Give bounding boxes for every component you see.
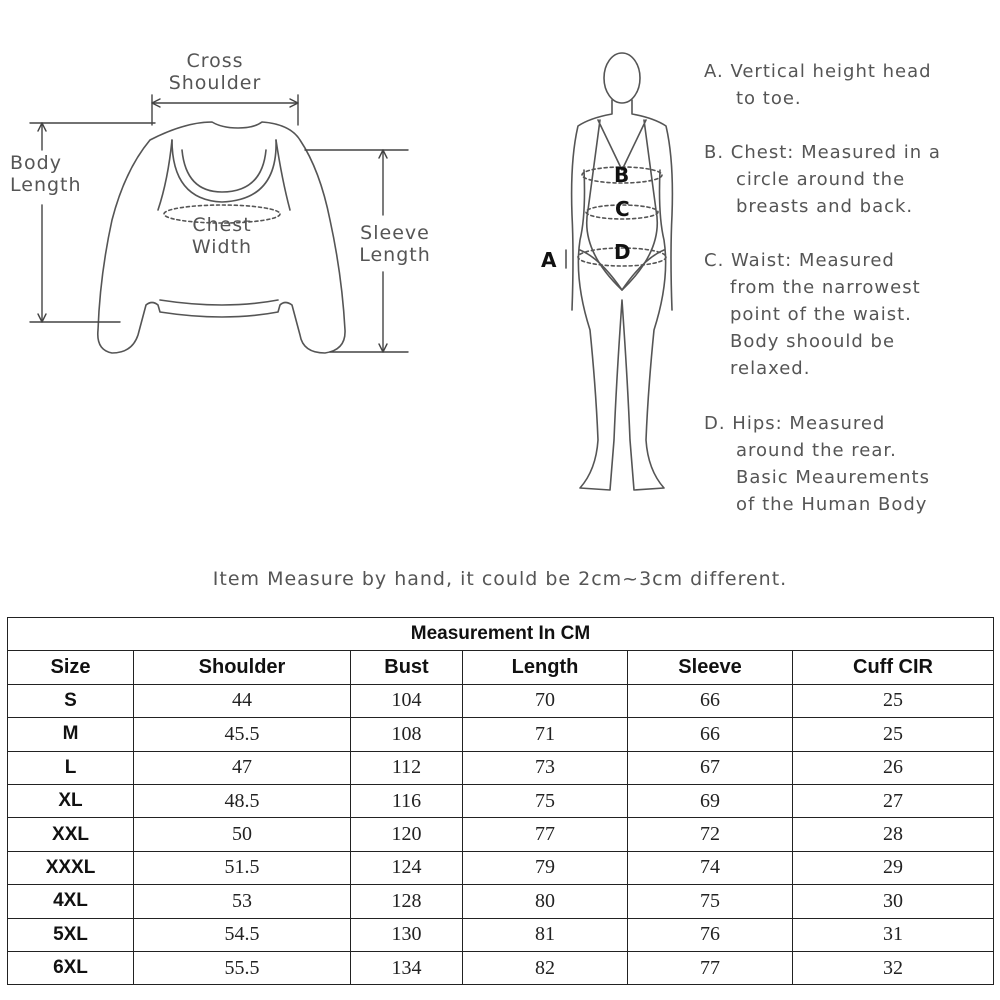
legend-d-line2: around the rear. <box>736 440 897 461</box>
value-cell: 108 <box>351 718 463 751</box>
legend-b-line3: breasts and back. <box>736 196 914 217</box>
value-cell: 130 <box>351 918 463 951</box>
value-cell: 70 <box>463 684 628 717</box>
body-length-line2: Length <box>10 174 82 196</box>
value-cell: 47 <box>134 751 351 784</box>
value-cell: 67 <box>628 751 793 784</box>
value-cell: 77 <box>628 951 793 984</box>
value-cell: 45.5 <box>134 718 351 751</box>
cross-shoulder-line2: Shoulder <box>168 72 262 94</box>
value-cell: 80 <box>463 885 628 918</box>
table-row <box>8 684 994 717</box>
value-cell: 75 <box>463 784 628 817</box>
letter-d: D <box>614 240 631 264</box>
size-chart-table <box>7 617 994 985</box>
table-row <box>8 851 994 884</box>
table-row <box>8 951 994 984</box>
legend-b-line1: B. Chest: Measured in a <box>704 142 941 163</box>
header-size: Size <box>8 651 134 684</box>
value-cell: 51.5 <box>134 851 351 884</box>
size-cell: XXL <box>8 818 134 851</box>
cross-shoulder-line1: Cross <box>186 50 244 72</box>
value-cell: 116 <box>351 784 463 817</box>
value-cell: 134 <box>351 951 463 984</box>
legend-c <box>704 247 994 382</box>
size-cell: S <box>8 684 134 717</box>
size-cell: XL <box>8 784 134 817</box>
value-cell: 29 <box>793 851 994 884</box>
size-cell: L <box>8 751 134 784</box>
value-cell: 79 <box>463 851 628 884</box>
letter-b: B <box>614 163 630 187</box>
table-row <box>8 818 994 851</box>
value-cell: 31 <box>793 918 994 951</box>
letter-a: A <box>541 248 557 272</box>
value-cell: 112 <box>351 751 463 784</box>
header-cuff-cir: Cuff CIR <box>793 651 994 684</box>
table-row <box>8 784 994 817</box>
value-cell: 32 <box>793 951 994 984</box>
sleeve-length-label <box>345 222 445 266</box>
value-cell: 73 <box>463 751 628 784</box>
legend-a <box>704 58 994 112</box>
legend-c-line2: from the narrowest <box>730 277 921 298</box>
value-cell: 28 <box>793 818 994 851</box>
value-cell: 44 <box>134 684 351 717</box>
sleeve-length-line2: Length <box>359 244 431 266</box>
value-cell: 25 <box>793 684 994 717</box>
legend-a-line2: to toe. <box>736 88 802 109</box>
value-cell: 82 <box>463 951 628 984</box>
size-cell: XXXL <box>8 851 134 884</box>
legend-c-line1: C. Waist: Measured <box>704 250 895 271</box>
table-row <box>8 918 994 951</box>
table-row <box>8 718 994 751</box>
value-cell: 50 <box>134 818 351 851</box>
table-row <box>8 885 994 918</box>
chest-width-label <box>172 214 272 258</box>
value-cell: 66 <box>628 684 793 717</box>
legend-d-line1: D. Hips: Measured <box>704 413 886 434</box>
sleeve-length-line1: Sleeve <box>360 222 430 244</box>
legend-b <box>704 139 994 220</box>
header-length: Length <box>463 651 628 684</box>
value-cell: 66 <box>628 718 793 751</box>
table-title: Measurement In CM <box>8 618 994 651</box>
value-cell: 72 <box>628 818 793 851</box>
chest-width-line2: Width <box>191 236 253 258</box>
size-cell: 4XL <box>8 885 134 918</box>
value-cell: 75 <box>628 885 793 918</box>
value-cell: 104 <box>351 684 463 717</box>
value-cell: 74 <box>628 851 793 884</box>
table-body <box>8 684 994 985</box>
value-cell: 81 <box>463 918 628 951</box>
value-cell: 25 <box>793 718 994 751</box>
value-cell: 77 <box>463 818 628 851</box>
chest-width-line1: Chest <box>192 214 252 236</box>
size-cell: 5XL <box>8 918 134 951</box>
value-cell: 55.5 <box>134 951 351 984</box>
body-figure <box>566 53 672 490</box>
table-row <box>8 751 994 784</box>
value-cell: 120 <box>351 818 463 851</box>
legend-d-line3: Basic Meaurements <box>736 467 930 488</box>
legend-c-line5: relaxed. <box>730 358 811 379</box>
value-cell: 30 <box>793 885 994 918</box>
cross-shoulder-label <box>160 50 270 94</box>
value-cell: 48.5 <box>134 784 351 817</box>
value-cell: 54.5 <box>134 918 351 951</box>
measurement-note: Item Measure by hand, it could be 2cm~3cm different. <box>212 568 788 590</box>
value-cell: 128 <box>351 885 463 918</box>
legend-a-line1: A. Vertical height head <box>704 61 932 82</box>
header-bust: Bust <box>351 651 463 684</box>
legend-c-line3: point of the waist. <box>730 304 912 325</box>
legend-d-line4: of the Human Body <box>736 494 928 515</box>
value-cell: 76 <box>628 918 793 951</box>
value-cell: 71 <box>463 718 628 751</box>
value-cell: 69 <box>628 784 793 817</box>
table-title-row <box>8 618 994 651</box>
value-cell: 27 <box>793 784 994 817</box>
letter-c: C <box>615 197 630 221</box>
table-header-row <box>8 651 994 684</box>
body-length-label <box>10 152 100 196</box>
legend-b-line2: circle around the <box>736 169 906 190</box>
size-cell: M <box>8 718 134 751</box>
header-sleeve: Sleeve <box>628 651 793 684</box>
value-cell: 124 <box>351 851 463 884</box>
body-length-line1: Body <box>10 152 62 174</box>
header-shoulder: Shoulder <box>134 651 351 684</box>
size-cell: 6XL <box>8 951 134 984</box>
value-cell: 53 <box>134 885 351 918</box>
legend-c-line4: Body shoould be <box>730 331 896 352</box>
value-cell: 26 <box>793 751 994 784</box>
legend-d <box>704 410 994 518</box>
